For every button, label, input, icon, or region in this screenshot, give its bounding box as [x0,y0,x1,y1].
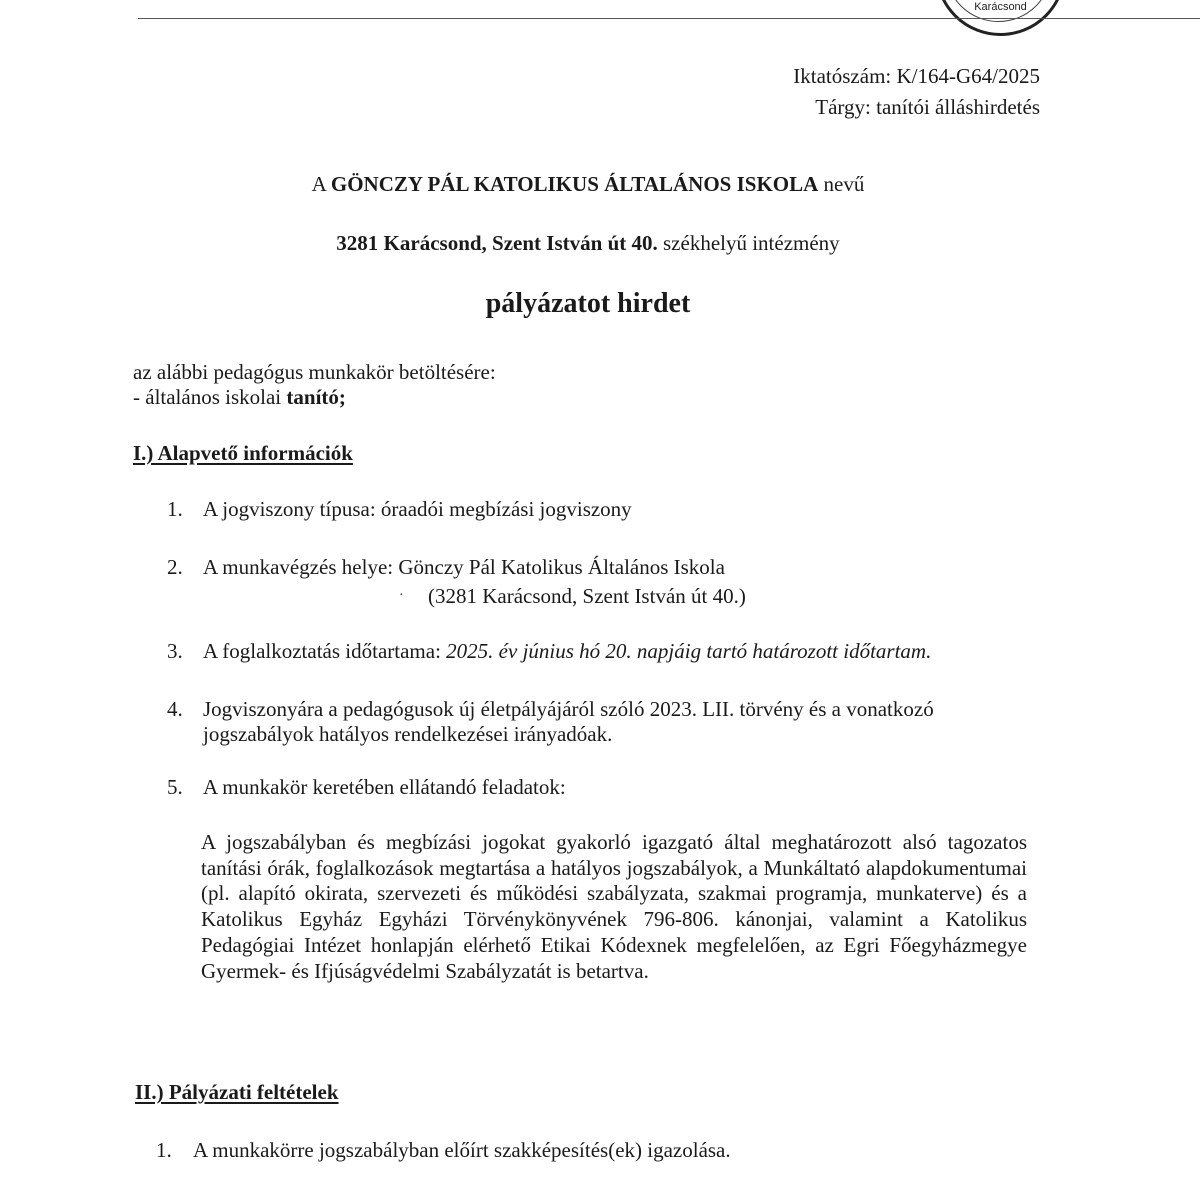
intro-line: az alábbi pedagógus munkakör betöltésére: [133,360,496,384]
address-line [0,231,1176,256]
item-number: 4. [167,697,183,721]
position-name: tanító; [286,385,346,409]
section-2-heading: II.) Pályázati feltételek [135,1080,339,1104]
tasks-paragraph: A jogszabályban és megbízási jogokat gyakorló igazgató által meghatározott alsó tagozatos tanítási órák, foglalkozások megtartása a hatályos jogszabályok, a Munkáltató alapdokumentumai (pl. alapító okirata, szervezeti és működési szabályzata, szakmai programja, munkaterve) és a Katolikus Egyház Egyházi Törvénykönyvének 796-806. kánonjai, valamint a Katolikus Pedagógiai Intézet honlapján elérhető Etikai Kódexnek megfelelően, az Egri Főegyházmegye Gyermek- és Ifjúságvédelmi Szabályzatát is betartva. [201,830,1027,983]
institution-name: GÖNCZY PÁL KATOLIKUS ÁLTALÁNOS ISKOLA [330,172,819,196]
item-number: 2. [167,555,183,579]
reference-number: Iktatószám: K/164-G64/2025 [793,64,1040,88]
subject-line: Tárgy: tanítói álláshirdetés [815,95,1040,119]
workplace-address: (3281 Karácsond, Szent István út 40.) [428,584,746,608]
duration-value: 2025. év június hó 20. napjáig tartó határozott időtartam. [446,639,932,663]
header-rule [138,18,1200,19]
institution-address: 3281 Karácsond, Szent István út 40. [336,231,658,255]
position-line [133,385,346,410]
workplace: A munkavégzés helye: Gönczy Pál Katolikus Általános Iskola [203,555,725,579]
address-suffix: székhelyű intézmény [657,231,840,255]
document-title: pályázatot hirdet [485,288,691,319]
tasks-label: A munkakör keretében ellátandó feladatok: [203,775,566,799]
seal-text: Karácsond [974,1,1027,13]
item-number: 5. [167,775,183,799]
employment-duration [203,639,931,664]
item-number: 1. [156,1138,172,1162]
institution-prefix: A [311,172,331,196]
position-prefix: - általános iskolai [133,385,287,409]
item-number: 3. [167,639,183,663]
duration-label: A foglalkoztatás időtartama: [203,639,447,663]
governing-law-cont: jogszabályok hatályos rendelkezései irányadóak. [203,722,613,746]
section-1-heading: I.) Alapvető információk [133,441,353,465]
institution-line [0,172,1176,197]
governing-law: Jogviszonyára a pedagógusok új életpályájáról szóló 2023. LII. törvény és a vonatkozó [203,697,934,721]
institution-suffix: nevű [818,172,865,196]
employment-type: A jogviszony típusa: óraadói megbízási jogviszony [203,497,632,521]
qualification-requirement: A munkakörre jogszabályban előírt szakképesítés(ek) igazolása. [193,1138,731,1162]
item-number: 1. [167,497,183,521]
stray-mark: · [399,588,404,603]
